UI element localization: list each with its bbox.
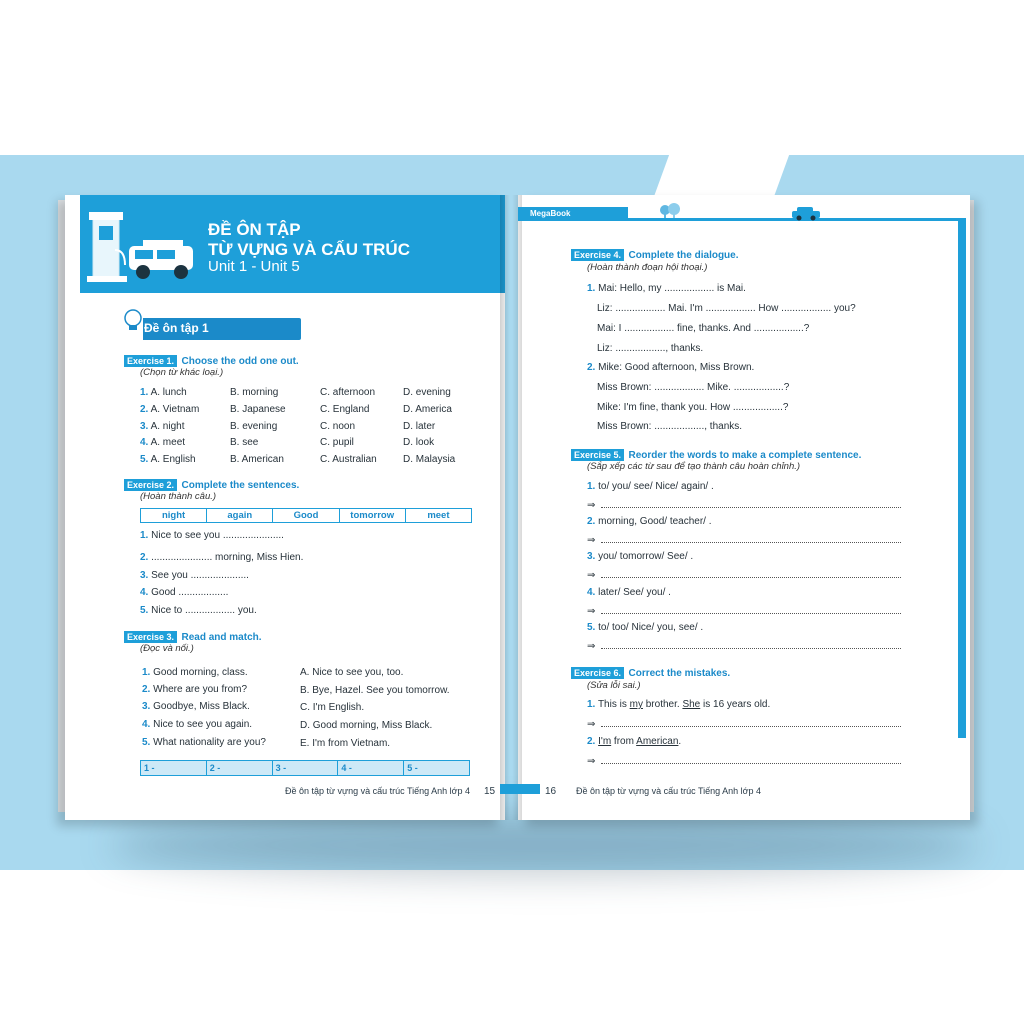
option-d: D. evening bbox=[403, 387, 451, 398]
exercise2-title: Complete the sentences. bbox=[181, 480, 300, 491]
exercise5-title: Reorder the words to make a complete sentence. bbox=[628, 450, 862, 461]
dialogue-line: 1. Mai: Hello, my .................. is Mai. bbox=[587, 283, 746, 294]
option-b: B. Japanese bbox=[230, 404, 286, 415]
option-b: B. evening bbox=[230, 421, 278, 432]
dialogue-line: Liz: .................., thanks. bbox=[597, 343, 704, 354]
list-item: 4. later/ See/ you/ . bbox=[587, 587, 671, 598]
option-c: C. afternoon bbox=[320, 387, 376, 398]
list-item: 1. to/ you/ see/ Nice/ again/ . bbox=[587, 481, 714, 492]
list-item: 4. Nice to see you again. bbox=[142, 719, 253, 730]
title-line-1: ĐỀ ÔN TẬP bbox=[208, 220, 301, 239]
section-title: Đề ôn tập 1 bbox=[144, 321, 209, 335]
answer-line: ⇒ bbox=[587, 569, 901, 581]
exercise1-note: (Chọn từ khác loại.) bbox=[140, 367, 224, 378]
exercise3-note: (Đọc và nối.) bbox=[140, 643, 194, 654]
lightbulb-icon bbox=[122, 308, 144, 332]
match-option: E. I'm from Vietnam. bbox=[300, 738, 391, 749]
exercise4-title: Complete the dialogue. bbox=[628, 250, 739, 261]
word-cell: meet bbox=[427, 510, 450, 521]
option-b: B. see bbox=[230, 437, 259, 448]
answer-cell: 5 - bbox=[407, 763, 418, 773]
book-shadow bbox=[110, 815, 980, 875]
option-c: C. England bbox=[320, 404, 370, 415]
word-bank bbox=[140, 508, 472, 523]
title-line-2: TỪ VỰNG VÀ CẤU TRÚC bbox=[208, 240, 410, 259]
exercise6-note: (Sửa lỗi sai.) bbox=[587, 680, 641, 691]
answer-cell: 2 - bbox=[207, 761, 273, 775]
exercise6-tag: Exercise 6. bbox=[571, 667, 624, 679]
answer-line: ⇒ bbox=[587, 718, 901, 730]
list-item: 1. This is my brother. She is 16 years old. bbox=[587, 699, 771, 710]
option-b: B. morning bbox=[230, 387, 279, 398]
tree-icon bbox=[658, 203, 682, 219]
list-item: 2. morning, Good/ teacher/ . bbox=[587, 516, 712, 527]
page-number-left: 15 bbox=[484, 786, 496, 797]
option-d: D. look bbox=[403, 437, 435, 448]
dialogue-line: 2. Mike: Good afternoon, Miss Brown. bbox=[587, 362, 755, 373]
answer-line: ⇒ bbox=[587, 605, 901, 617]
answer-cell: 3 - bbox=[273, 761, 339, 775]
list-item: 3. A. night bbox=[140, 421, 185, 432]
spine-marker bbox=[500, 784, 540, 794]
banner-subtitle: Unit 1 - Unit 5 bbox=[208, 258, 300, 275]
option-c: C. pupil bbox=[320, 437, 354, 448]
option-c: C. noon bbox=[320, 421, 356, 432]
exercise6-header bbox=[571, 663, 730, 681]
dialogue-line: Miss Brown: .................. Mike. ..................? bbox=[597, 382, 790, 393]
footer-right-text: Đề ôn tập từ vựng và cấu trúc Tiếng Anh lớp 4 bbox=[576, 786, 762, 796]
answer-line: ⇒ bbox=[587, 640, 901, 652]
list-item: 5. Nice to .................. you. bbox=[140, 605, 257, 616]
dialogue-line: Liz: .................. Mai. I'm .................. How .................. you? bbox=[597, 303, 856, 314]
match-option: B. Bye, Hazel. See you tomorrow. bbox=[300, 685, 450, 696]
match-option: C. I'm English. bbox=[300, 702, 365, 713]
list-item: 2. Where are you from? bbox=[142, 684, 248, 695]
list-item: 5. A. English bbox=[140, 454, 196, 465]
word-cell: night bbox=[141, 509, 207, 522]
exercise2-tag: Exercise 2. bbox=[124, 479, 177, 491]
option-b: B. American bbox=[230, 454, 284, 465]
list-item: 4. Good .................. bbox=[140, 587, 229, 598]
dialogue-line: Miss Brown: .................., thanks. bbox=[597, 421, 743, 432]
list-item: 4. A. meet bbox=[140, 437, 186, 448]
list-item: 5. to/ too/ Nice/ you, see/ . bbox=[587, 622, 704, 633]
answer-cell: 4 - bbox=[338, 761, 404, 775]
footer-left-text: Đề ôn tập từ vựng và cấu trúc Tiếng Anh lớp 4 bbox=[285, 786, 471, 796]
exercise2-note: (Hoàn thành câu.) bbox=[140, 491, 217, 502]
word-cell: Good bbox=[273, 509, 339, 522]
exercise1-tag: Exercise 1. bbox=[124, 355, 177, 367]
dialogue-line: Mai: I .................. fine, thanks. And ..................? bbox=[597, 323, 810, 334]
answer-box bbox=[140, 760, 470, 776]
exercise3-title: Read and match. bbox=[181, 632, 262, 643]
list-item: 3. you/ tomorrow/ See/ . bbox=[587, 551, 694, 562]
banner-title bbox=[208, 220, 410, 260]
option-d: D. America bbox=[403, 404, 452, 415]
exercise5-note: (Sắp xếp các từ sau để tạo thành câu hoàn chỉnh.) bbox=[587, 461, 801, 472]
word-cell: tomorrow bbox=[340, 509, 406, 522]
exercise3-tag: Exercise 3. bbox=[124, 631, 177, 643]
list-item: 1. Good morning, class. bbox=[142, 667, 248, 678]
exercise4-tag: Exercise 4. bbox=[571, 249, 624, 261]
list-item: 1. A. lunch bbox=[140, 387, 187, 398]
option-d: D. later bbox=[403, 421, 436, 432]
list-item: 5. What nationality are you? bbox=[142, 737, 266, 748]
list-item: 3. See you ..................... bbox=[140, 570, 249, 581]
answer-cell: 1 - bbox=[141, 761, 207, 775]
right-edge-bar bbox=[958, 218, 966, 738]
list-item: 2. I'm from American. bbox=[587, 736, 682, 747]
option-c: C. Australian bbox=[320, 454, 377, 465]
header-line bbox=[518, 218, 958, 221]
list-item: 3. Goodbye, Miss Black. bbox=[142, 701, 250, 712]
match-option: A. Nice to see you, too. bbox=[300, 667, 404, 678]
car-icon bbox=[791, 205, 821, 221]
exercise6-title: Correct the mistakes. bbox=[628, 668, 731, 679]
brand-logo: MegaBook bbox=[530, 209, 571, 218]
car-illustration-icon bbox=[85, 210, 205, 290]
list-item: 1. Nice to see you ...................... bbox=[140, 530, 284, 541]
answer-line: ⇒ bbox=[587, 755, 901, 767]
exercise4-note: (Hoàn thành đoạn hội thoại.) bbox=[587, 262, 708, 273]
answer-line: ⇒ bbox=[587, 499, 901, 511]
page-number-right: 16 bbox=[545, 786, 557, 797]
word-cell: again bbox=[207, 509, 273, 522]
exercise5-tag: Exercise 5. bbox=[571, 449, 624, 461]
list-item: 2. A. Vietnam bbox=[140, 404, 200, 415]
answer-line: ⇒ bbox=[587, 534, 901, 546]
list-item: 2. ...................... morning, Miss Hien. bbox=[140, 552, 304, 563]
dialogue-line: Mike: I'm fine, thank you. How ..................? bbox=[597, 402, 789, 413]
exercise1-title: Choose the odd one out. bbox=[181, 356, 299, 367]
match-option: D. Good morning, Miss Black. bbox=[300, 720, 433, 731]
book-spine bbox=[500, 195, 522, 820]
exercise4-header bbox=[571, 245, 739, 263]
option-d: D. Malaysia bbox=[403, 454, 456, 465]
